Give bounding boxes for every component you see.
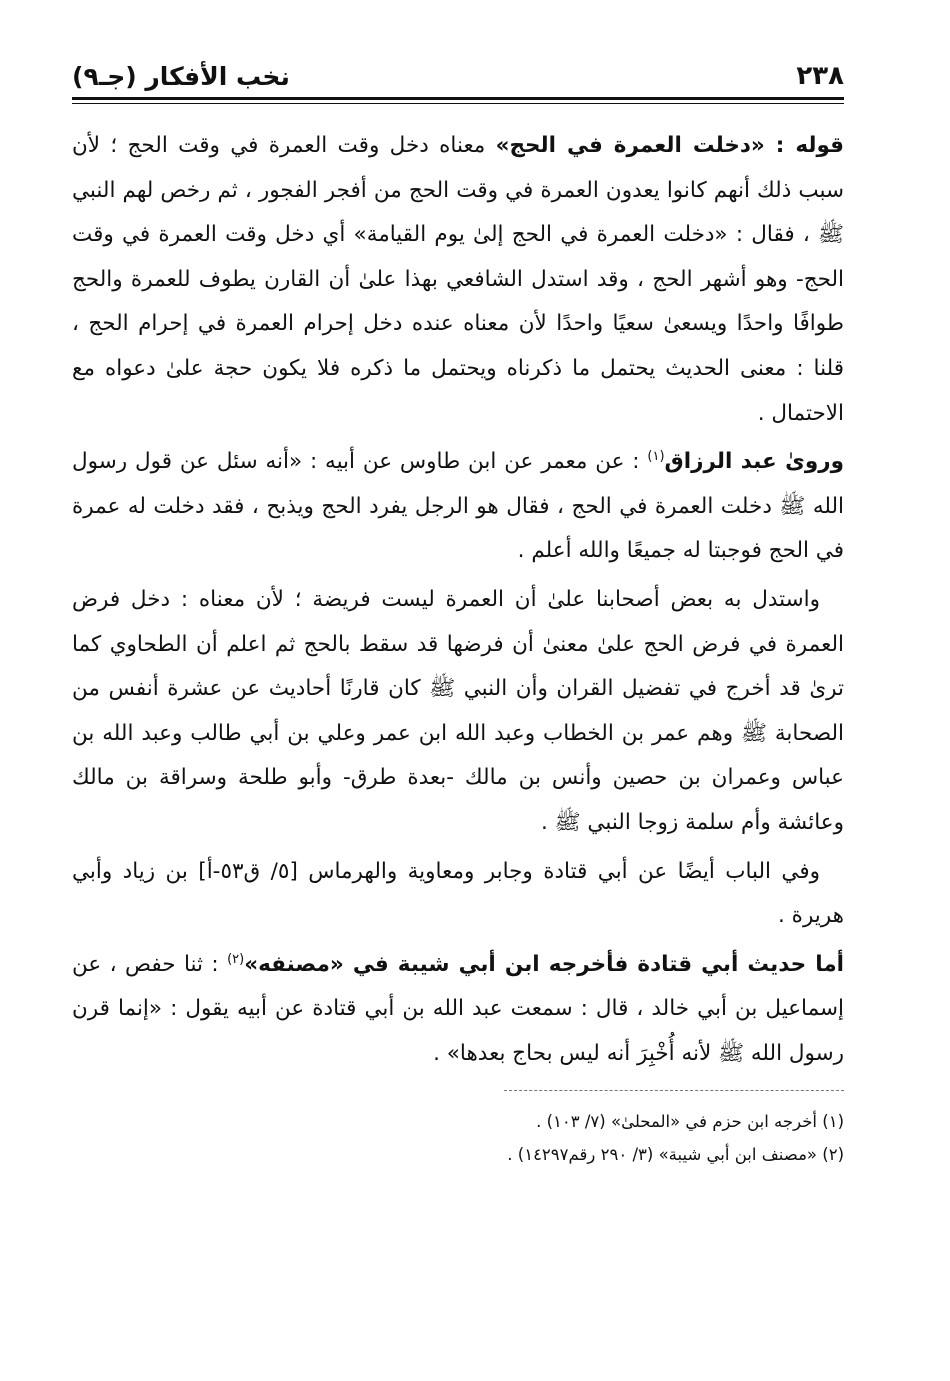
paragraph-lead: قوله : «دخلت العمرة في الحج» [495,133,845,158]
footnote-separator [504,1090,844,1091]
footnote-reference[interactable]: (٢) [227,951,245,967]
paragraph-text: : ثنا حفص ، عن إسماعيل بن أبي خالد ، قال : سمعت عبد الله بن أبي قتادة عن أبيه يقول : «إنما قرن رسول الله ﷺ لأنه أُخْبِرَ أنه ليس بحاج بعدها» . [72,951,844,1066]
page-number: ٢٣٨ [796,61,844,91]
running-title: نخب الأفكار (جـ٩) [72,62,290,91]
paragraph-2 [72,440,844,574]
footnote-2: (٢) «مصنف ابن أبي شيبة» (٣/ ٢٩٠ رقم١٤٢٩٧) . [507,1145,844,1165]
paragraph-5 [72,943,844,1077]
main-text [72,124,844,1076]
footnote-reference[interactable]: (١) [647,449,665,464]
document-page [72,55,844,1171]
paragraph-1 [72,124,844,436]
footnotes [72,1105,844,1171]
paragraph-text: : عن معمر عن ابن طاوس عن أبيه : «أنه سئل عن قول رسول الله ﷺ دخلت العمرة في الحج ، فقال هو الرجل يفرد الحج ويذبح ، فقد دخلت له عمرة في الحج فوجبتا له جميعًا والله أعلم . [72,449,844,564]
paragraph-text: وفي الباب أيضًا عن أبي قتادة وجابر ومعاوية والهرماس [٥/ ق٥٣-أ] بن زياد وأبي هريرة . [72,858,844,929]
paragraph-4 [72,850,844,939]
footnote-1: (١) أخرجه ابن حزم في «المحلىٰ» (٧/ ١٠٣) . [536,1112,844,1132]
paragraph-text: واستدل به بعض أصحابنا علىٰ أن العمرة ليست فريضة ؛ لأن معناه : دخل فرض العمرة في فرض الحج علىٰ معنىٰ أن فرضها قد سقط بالحج ثم اعلم أن الطحاوي كما ترىٰ قد أخرج في تفضيل القران وأن النبي ﷺ كان قارنًا أحاديث عن عشرة أنفس من الصحابة ﷺ وهم عمر بن الخطاب وعبد الله ابن عمر وعلي بن أبي طالب وعبد الله بن عباس وعمران بن حصين وأنس بن مالك -بعدة طرق- وأبو طلحة وسراقة بن مالك وعائشة وأم سلمة زوجا النبي ﷺ . [72,586,844,835]
paragraph-lead: وروىٰ عبد الرزاق [664,449,844,475]
header-rule-thick [72,97,844,100]
page-header [72,55,844,91]
paragraph-3 [72,578,844,846]
header-rule-thin [72,103,844,104]
paragraph-lead: أما حديث أبي قتادة فأخرجه ابن أبي شيبة في «مصنفه» [244,951,844,977]
paragraph-text: معناه دخل وقت العمرة في وقت الحج ؛ لأن سبب ذلك أنهم كانوا يعدون العمرة في وقت الحج من أفجر الفجور ، ثم رخص لهم النبي ﷺ ، فقال : «دخلت العمرة في الحج إلىٰ يوم القيامة» أي دخل وقت العمرة في وقت الحج- وهو أشهر الحج ، وقد استدل الشافعي بهذا علىٰ أن القارن يطوف للعمرة والحج طوافًا واحدًا ويسعىٰ سعيًا واحدًا لأن معناه عنده دخل إحرام العمرة في إحرام الحج ، قلنا : معنى الحديث يحتمل ما ذكرناه ويحتمل ما ذكره فلا يكون حجة علىٰ دعواه مع الاحتمال . [72,133,844,426]
